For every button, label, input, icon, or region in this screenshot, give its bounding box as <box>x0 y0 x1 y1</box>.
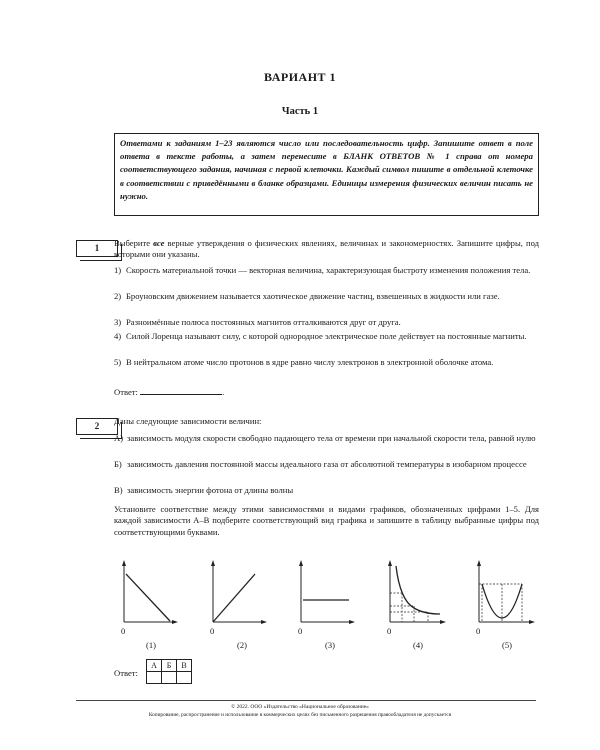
q2-dependency-letter: В) <box>114 485 123 495</box>
graph-1 <box>118 560 178 630</box>
q1-intro-start: Выберите <box>114 238 151 248</box>
graph-5-origin: 0 <box>476 626 481 636</box>
q2-dependency-text: зависимость модуля скорости свободно падающего тела от времени при начальной скорости тела, равной нулю <box>127 433 536 443</box>
graph-1-curve <box>126 574 170 621</box>
q2-answer-cell-a[interactable] <box>147 672 162 684</box>
graph-2-x-arrow <box>261 620 267 624</box>
q1-statement-text: Разноимённые полюса постоянных магнитов отталкиваются друг от друга. <box>126 317 401 327</box>
graph-4-x-arrow <box>440 620 446 624</box>
q1-intro <box>114 238 539 261</box>
graph-5-y-arrow <box>477 560 481 566</box>
q1-answer-field[interactable] <box>140 386 225 397</box>
q1-statement-number: 2) <box>114 291 122 301</box>
q1-statement-number: 5) <box>114 357 122 367</box>
graph-1-origin: 0 <box>121 626 126 636</box>
graph-5 <box>473 560 535 630</box>
q1-statement-number: 4) <box>114 331 122 341</box>
q2-answer-header-row <box>147 660 192 672</box>
q2-answer-header-b: Б <box>162 660 177 672</box>
q1-statement-text: Броуновским движением называется хаотическое движение частиц, взвешенных в жидкости или газе. <box>126 291 500 301</box>
graph-2 <box>207 560 267 630</box>
q2-dependency-b <box>114 459 539 470</box>
question-number-1 <box>76 240 118 257</box>
graph-4-label: (4) <box>413 640 423 650</box>
q1-statement-3 <box>114 317 539 328</box>
graph-4 <box>384 560 446 630</box>
q2-dependency-letter: А) <box>114 433 124 443</box>
graph-2-curve <box>213 574 255 622</box>
graph-2-origin: 0 <box>210 626 215 636</box>
graph-1-x-arrow <box>172 620 178 624</box>
q1-answer-row <box>114 386 224 397</box>
q2-answer-table <box>146 659 192 684</box>
variant-title: ВАРИАНТ 1 <box>263 70 337 84</box>
q1-statement-1 <box>114 265 539 276</box>
q2-intro: Даны следующие зависимости величин: <box>114 416 262 426</box>
q2-dependency-a <box>114 433 539 444</box>
instructions-box: Ответами к заданиям 1–23 являются число или последовательность цифр. Запишите ответ в поле ответа в тексте работы, а затем перенесите в БЛАНК ОТВЕТОВ № 1 справа от номера соответствующего задания, начиная с первой клеточки. Каждый символ пишите в отдельной клеточке в соответствии с приведёнными в бланке образцами. Единицы измерения физических величин писать не нужно. <box>114 133 539 216</box>
graph-3-origin: 0 <box>298 626 303 636</box>
q1-statement-5 <box>114 357 539 368</box>
q2-dependency-text: зависимость давления постоянной массы идеального газа от абсолютной температуры в изобарном процессе <box>127 459 527 469</box>
q1-statement-2 <box>114 291 539 302</box>
q2-dependency-letter: Б) <box>114 459 122 469</box>
graph-2-y-arrow <box>211 560 215 566</box>
q1-answer-end: . <box>222 387 225 397</box>
q2-answer-header-a: А <box>147 660 162 672</box>
question-number-1-label: 1 <box>94 243 100 253</box>
q2-dependency-c <box>114 485 539 496</box>
footer-copyright: © 2022. ООО «Издательство «Национальное образование» <box>231 704 369 710</box>
q2-answer-label: Ответ: <box>114 668 138 678</box>
question-number-2-label: 2 <box>94 421 100 431</box>
graph-4-curve <box>396 566 440 614</box>
q2-answer-cell-b[interactable] <box>162 672 177 684</box>
q1-intro-emphasis: все <box>153 238 165 248</box>
graph-2-label: (2) <box>237 640 247 650</box>
graph-3-label: (3) <box>325 640 335 650</box>
graph-5-label: (5) <box>502 640 512 650</box>
graph-1-label: (1) <box>146 640 156 650</box>
question-number-2 <box>76 418 118 435</box>
graph-3-x-arrow <box>349 620 355 624</box>
q1-statement-4 <box>114 331 539 342</box>
q2-answer-input-row <box>147 672 192 684</box>
q1-statement-number: 3) <box>114 317 122 327</box>
graph-1-y-arrow <box>122 560 126 566</box>
q2-answer-header-c: В <box>177 660 192 672</box>
q1-statement-text: Скорость материальной точки — векторная величина, характеризующая быстроту изменения положения тела. <box>126 265 531 275</box>
graph-4-y-arrow <box>388 560 392 566</box>
graph-3 <box>295 560 355 630</box>
part-title: Часть 1 <box>281 106 319 117</box>
q1-answer-label: Ответ: <box>114 387 138 397</box>
graph-4-origin: 0 <box>387 626 392 636</box>
q1-statement-text: Силой Лоренца называют силу, с которой однородное электрическое поле действует на постоянные магниты. <box>126 331 527 341</box>
q1-intro-end: верные утверждения о физических явлениях, величинах и закономерностях. Запишите цифры, под которыми они указаны. <box>114 238 539 260</box>
footer-notice: Копирование, распространение и использование в коммерческих целях без письменного разрешения правообладателя не допускается <box>148 712 452 718</box>
q2-dependency-text: зависимость энергии фотона от длины волны <box>127 485 294 495</box>
graph-3-y-arrow <box>299 560 303 566</box>
graph-5-x-arrow <box>529 620 535 624</box>
q1-statement-text: В нейтральном атоме число протонов в ядре равно числу электронов в электронной оболочке атома. <box>126 357 494 367</box>
q1-statement-number: 1) <box>114 265 122 275</box>
q2-task: Установите соответствие между этими зависимостями и видами графиков, обозначенных цифрами 1–5. Для каждой зависимости А–В подберите соответствующий вид графика и запишите в таблицу выбранные цифры под соответствующими буквами. <box>114 504 539 537</box>
q2-answer-cell-c[interactable] <box>177 672 192 684</box>
footer-divider <box>76 700 536 701</box>
